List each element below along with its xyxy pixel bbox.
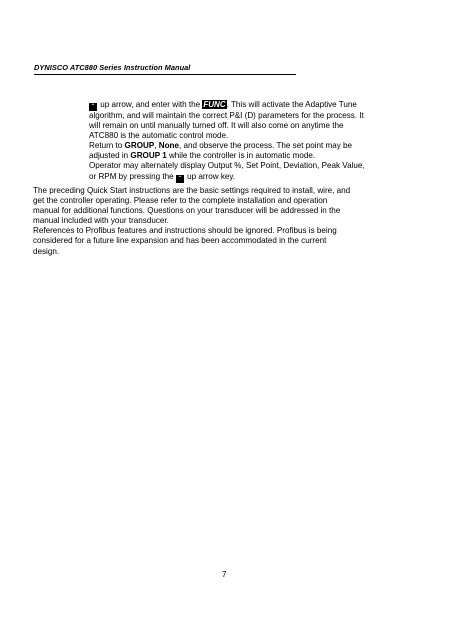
paragraph-line-7: design. (33, 246, 60, 256)
instruction-line-3: will remain on until manually turned off. It will also come on anytime the (89, 121, 344, 131)
paragraph-line-4: manual included with your transducer. (33, 216, 169, 226)
instruction-line-8: or RPM by pressing the ⌃ up arrow key. (89, 171, 236, 182)
func-key-label: FUNC (203, 100, 226, 109)
instruction-line-5: Return to GROUP, None, and observe the process. The set point may be (89, 141, 353, 151)
instruction-block (89, 100, 421, 183)
instruction-line-6: adjusted in GROUP 1 while the controller is in automatic mode. (89, 151, 316, 161)
quick-start-note-paragraph (33, 186, 423, 257)
instruction-line-4: ATC880 is the automatic control mode. (89, 131, 229, 141)
paragraph-line-1: The preceding Quick Start instructions are the basic settings required to install, wire, and (33, 186, 351, 195)
paragraph-line-3: manual for additional functions. Questions on your transducer will be addressed in the (33, 206, 341, 216)
none-keyword: None (158, 141, 179, 151)
paragraph-line-2: get the controller operating. Please refer to the complete installation and operation (33, 196, 328, 206)
group-keyword: GROUP (124, 141, 155, 151)
group-1-keyword: GROUP 1 (130, 151, 167, 161)
up-arrow-key-icon: ⌃ (177, 175, 183, 182)
page-number: 7 (222, 570, 227, 579)
up-arrow-key-icon: ⌃ (90, 104, 96, 110)
paragraph-line-6: considered for a future line expansion and has been accommodated in the current (33, 236, 327, 246)
paragraph-line-5: References to Profibus features and instructions should be ignored. Profibus is being (33, 226, 337, 236)
header-divider (34, 74, 296, 75)
instruction-line-7: Operator may alternately display Output %, Set Point, Deviation, Peak Value, (89, 161, 365, 171)
instruction-line-2: algorithm, and will maintain the correct P&I (D) parameters for the process. It (89, 111, 364, 120)
manual-header-title: DYNISCO ATC880 Series Instruction Manual (34, 63, 191, 72)
instruction-line-1: ⌃ up arrow, and enter with the FUNC. This will activate the Adaptive Tune (90, 100, 357, 110)
